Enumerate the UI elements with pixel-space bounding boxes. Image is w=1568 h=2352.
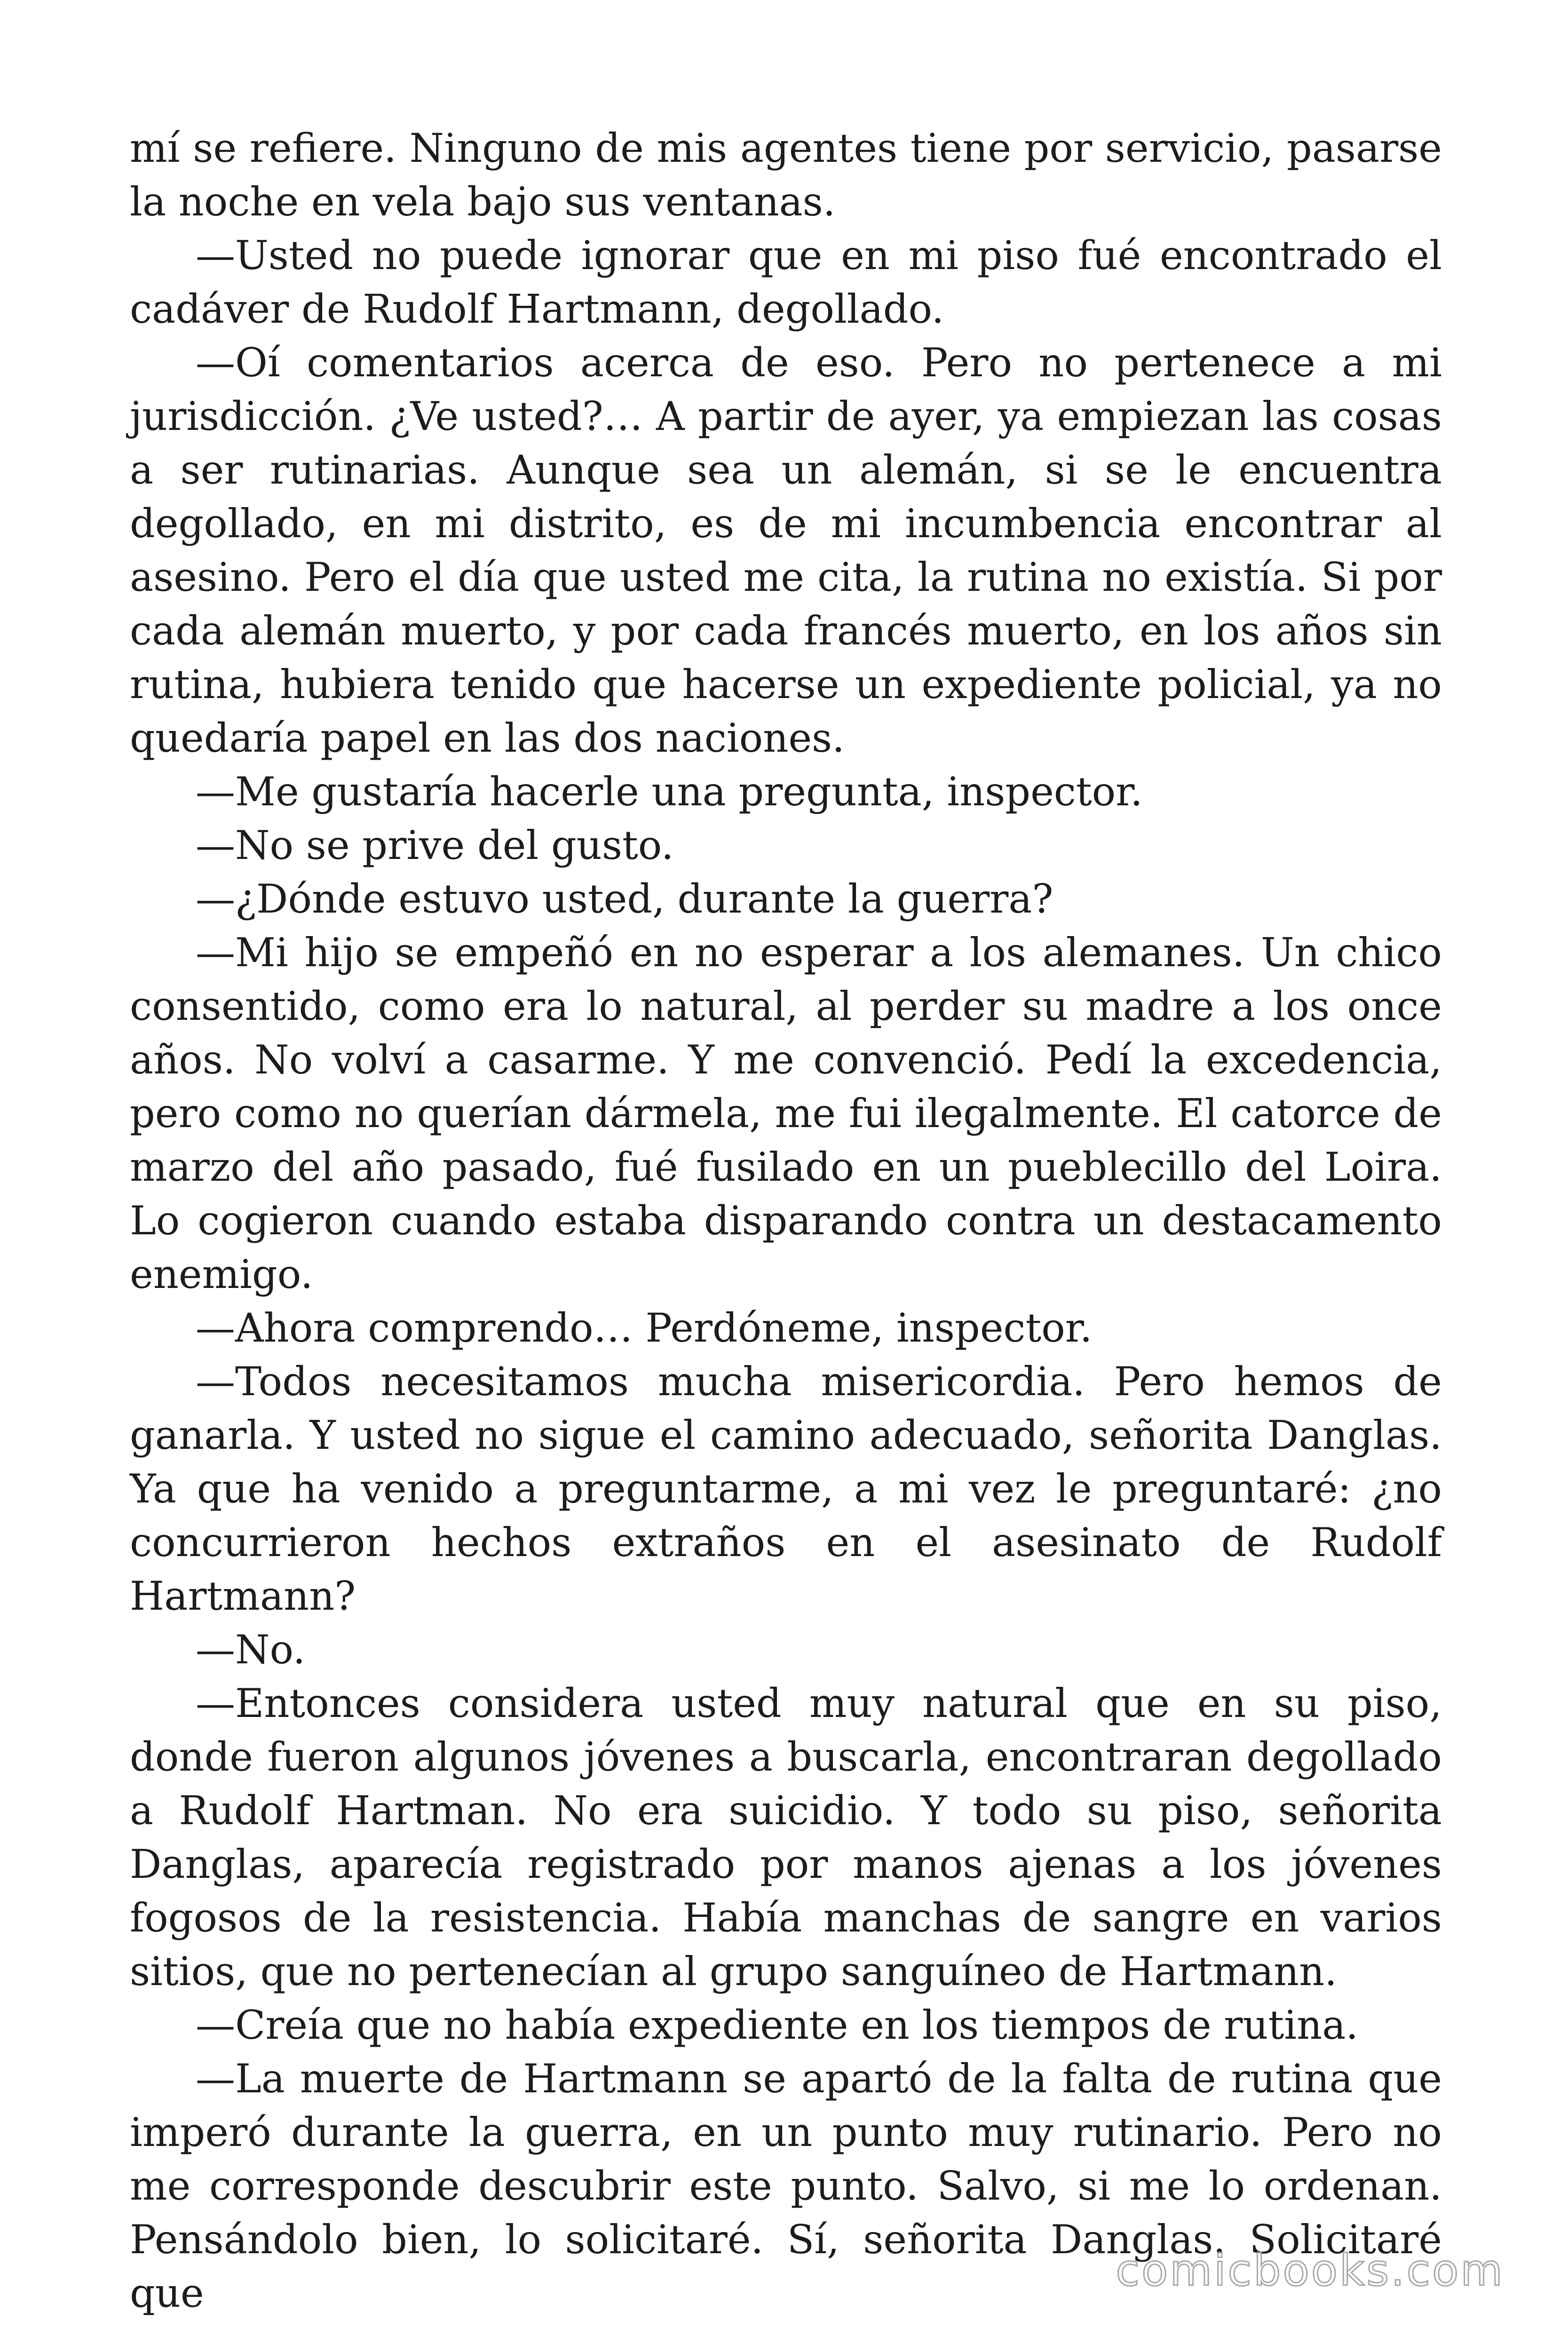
paragraph: —No se prive del gusto. xyxy=(196,822,674,868)
paragraph: —Me gustaría hacerle una pregunta, inspector. xyxy=(196,769,1143,815)
watermark: comicbooks.com xyxy=(1116,2245,1505,2296)
paragraph: —No. xyxy=(196,1627,306,1673)
paragraph: —Oí comentarios acerca de eso. Pero no pertenece a mi jurisdicción. ¿Ve usted?… A partir de ayer, ya empiezan las cosas a ser rutinarias. Aunque sea un alemán, si se le encuentra degollado, en mi distrito, es de mi incumbencia encontrar al asesino. Pero el día que usted me cita, la rutina no existía. Si por cada alemán muerto, y por cada francés muerto, en los años sin rutina, hubiera tenido que hacerse un expediente policial, ya no quedaría papel en las dos naciones. xyxy=(130,340,1442,761)
paragraph: —La muerte de Hartmann se apartó de la falta de rutina que imperó durante la guerra, en un punto muy rutinario. Pero no me corresponde descubrir este punto. Salvo, si me lo ordenan. Pensándolo bien, lo solicitaré. Sí, señorita Danglas. Solicitaré que xyxy=(130,2056,1442,2316)
book-page-text xyxy=(130,121,1442,2320)
paragraph: —¿Dónde estuvo usted, durante la guerra? xyxy=(196,876,1053,922)
paragraph: —Ahora comprendo… Perdóneme, inspector. xyxy=(196,1305,1093,1351)
paragraph: —Creía que no había expediente en los tiempos de rutina. xyxy=(196,2002,1359,2048)
paragraph: —Todos necesitamos mucha misericordia. Pero hemos de ganarla. Y usted no sigue el camino adecuado, señorita Danglas. Ya que ha venido a preguntarme, a mi vez le preguntaré: ¿no concurrieron hechos extraños en el asesinato de Rudolf Hartmann? xyxy=(130,1359,1442,1619)
paragraph: —Entonces considera usted muy natural que en su piso, donde fueron algunos jóvenes a buscarla, encontraran degollado a Rudolf Hartman. No era suicidio. Y todo su piso, señorita Danglas, aparecía registrado por manos ajenas a los jóvenes fogosos de la resistencia. Había manchas de sangre en varios sitios, que no pertenecían al grupo sanguíneo de Hartmann. xyxy=(130,1680,1442,1994)
paragraph: —Mi hijo se empeñó en no esperar a los alemanes. Un chico consentido, como era lo natural, al perder su madre a los once años. No volví a casarme. Y me convenció. Pedí la excedencia, pero como no querían dármela, me fui ilegalmente. El catorce de marzo del año pasado, fué fusilado en un pueblecillo del Loira. Lo cogieron cuando estaba disparando contra un destacamento enemigo. xyxy=(130,930,1442,1297)
paragraph: —Usted no puede ignorar que en mi piso fué encontrado el cadáver de Rudolf Hartmann, degollado. xyxy=(130,232,1442,332)
paragraph: mí se refiere. Ninguno de mis agentes tiene por servicio, pasarse la noche en vela bajo sus ventanas. xyxy=(130,125,1442,225)
